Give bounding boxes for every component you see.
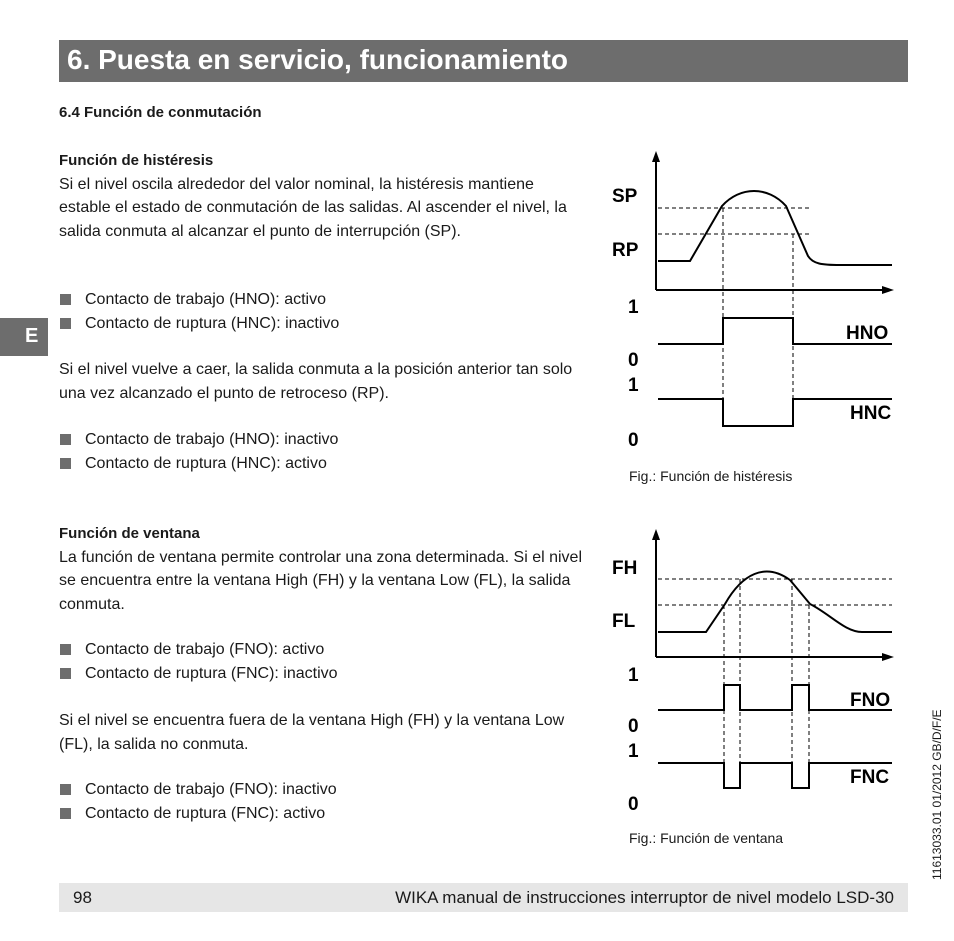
y-axis-arrow	[652, 529, 660, 540]
fl-label: FL	[612, 611, 636, 632]
window-bullets-1	[59, 638, 338, 686]
window-paragraph-1: La función de ventana permite controlar una zona determinada. Si el nivel se encuentra entre la ventana High (FH) y la ventana Low (FL), la salida conmuta.	[59, 548, 582, 613]
hysteresis-paragraph-2: Si el nivel vuelve a caer, la salida conmuta a la posición anterior tan solo una vez alcanzado el punto de retroceso (RP).	[59, 361, 573, 402]
one-label: 1	[628, 297, 639, 318]
zero-label: 0	[628, 350, 639, 371]
footer-text: WIKA manual de instrucciones interruptor de nivel modelo LSD-30	[395, 888, 894, 907]
window-bullets-2	[59, 778, 337, 826]
sp-label: SP	[612, 186, 638, 207]
one-label: 1	[628, 665, 639, 686]
rp-label: RP	[612, 240, 639, 261]
hysteresis-bullets-2	[59, 428, 338, 476]
hysteresis-subheading: Función de histéresis	[59, 152, 214, 169]
list-item: Contacto de ruptura (FNC): inactivo	[59, 662, 338, 686]
hysteresis-intro	[59, 149, 589, 243]
zero-label: 0	[628, 794, 639, 815]
hysteresis-diagram	[600, 148, 910, 453]
hno-label: HNO	[846, 323, 889, 344]
list-item: Contacto de trabajo (FNO): inactivo	[59, 778, 337, 802]
list-item: Contacto de trabajo (HNO): inactivo	[59, 428, 338, 452]
hnc-label: HNC	[850, 403, 892, 424]
fh-label: FH	[612, 558, 638, 579]
window-diagram	[600, 522, 910, 822]
footer-bar	[59, 883, 908, 912]
x-axis-arrow	[882, 286, 894, 294]
hysteresis-bullets-1	[59, 288, 339, 336]
level-curve	[658, 191, 892, 265]
window-subheading: Función de ventana	[59, 525, 200, 542]
list-item: Contacto de ruptura (HNC): inactivo	[59, 312, 339, 336]
zero-label: 0	[628, 716, 639, 737]
list-item: Contacto de ruptura (FNC): activo	[59, 802, 337, 826]
section-heading: 6.4 Función de conmutación	[59, 104, 262, 121]
list-item: Contacto de ruptura (HNC): activo	[59, 452, 338, 476]
page-number: 98	[73, 888, 92, 907]
hysteresis-paragraph-1: Si el nivel oscila alrededor del valor nominal, la histéresis mantiene estable el estado de conmutación de las salidas. Al ascender el nivel, la salida conmuta al alcanzar el punto de interrupción (SP).	[59, 175, 567, 240]
language-tab-label: E	[25, 325, 39, 347]
window-paragraph-2-block	[59, 709, 589, 756]
zero-label: 0	[628, 430, 639, 451]
language-tab	[0, 318, 48, 356]
one-label: 1	[628, 375, 639, 396]
fno-label: FNO	[850, 690, 891, 711]
hysteresis-figure-caption: Fig.: Función de histéresis	[629, 468, 793, 484]
hysteresis-paragraph-2-block	[59, 358, 589, 405]
window-paragraph-2: Si el nivel se encuentra fuera de la ventana High (FH) y la ventana Low (FL), la salida no conmuta.	[59, 712, 565, 753]
list-item: Contacto de trabajo (HNO): activo	[59, 288, 339, 312]
window-intro	[59, 522, 589, 616]
x-axis-arrow	[882, 653, 894, 661]
page-title: 6. Puesta en servicio, funcionamiento	[67, 44, 569, 75]
level-curve	[658, 572, 892, 632]
one-label: 1	[628, 741, 639, 762]
section-title-bar	[59, 40, 908, 82]
window-figure-caption: Fig.: Función de ventana	[629, 830, 784, 846]
document-code: 11613033.01 01/2012 GB/D/F/E	[930, 709, 944, 880]
y-axis-arrow	[652, 151, 660, 162]
list-item: Contacto de trabajo (FNO): activo	[59, 638, 338, 662]
fnc-label: FNC	[850, 767, 890, 788]
